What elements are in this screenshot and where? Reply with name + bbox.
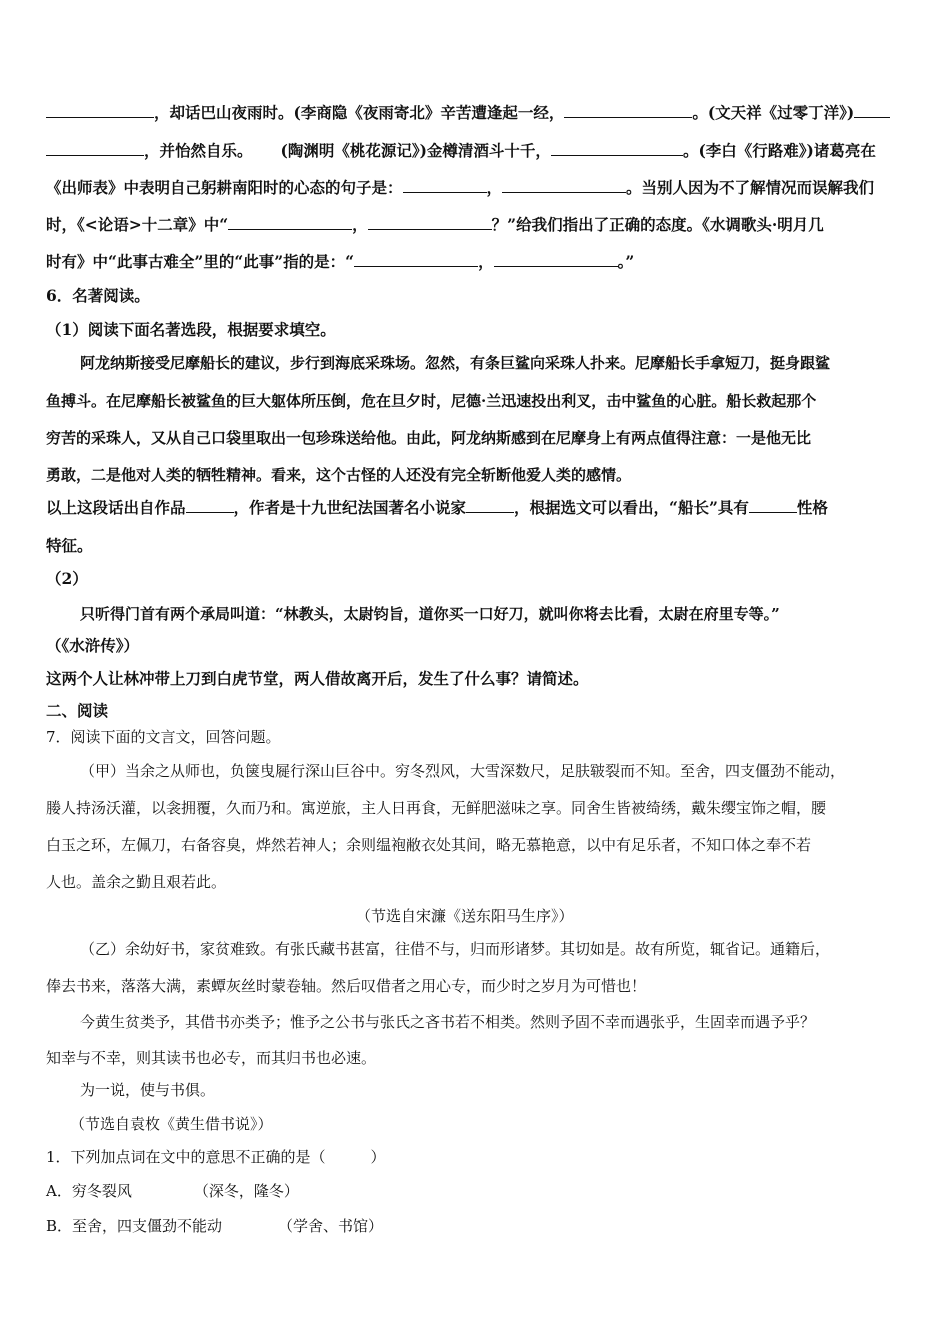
q6-passage2: 只听得门首有两个承局叫道：“林教头，太尉钧旨，道你买一口好刀，就叫你将去比看，太尉在府里专等。” bbox=[80, 605, 780, 623]
fill-line-5 bbox=[46, 251, 906, 273]
ask-text: 性格 bbox=[796, 498, 828, 517]
fill-text: ，却话巴山夜雨时。(李商隐《夜雨寄北》辛苦遭逢起一经， bbox=[154, 103, 565, 122]
ask-text: ，根据选文可以看出，“船长”具有 bbox=[514, 498, 749, 517]
q6-source2: （《水浒传》） bbox=[46, 636, 140, 655]
q6-title: 6．名著阅读。 bbox=[46, 286, 150, 305]
yi-source: （节选自袁枚《黄生借书说》） bbox=[70, 1115, 273, 1133]
fill-text: 时有》中“此事古难全”里的“此事”指的是：“ bbox=[46, 252, 355, 271]
yi-line: 为一说，使与书俱。 bbox=[80, 1081, 216, 1099]
fill-text: ， bbox=[486, 178, 503, 197]
blank bbox=[368, 214, 492, 230]
option-note: （学舍、书馆） bbox=[278, 1217, 384, 1235]
q6-ask2: 这两个人让林冲带上刀到白虎节堂，两人借故离开后，发生了什么事？请简述。 bbox=[46, 669, 589, 688]
fill-text: ， bbox=[478, 252, 494, 271]
fill-text: 。” bbox=[617, 252, 635, 271]
q6-sub1: （1）阅读下面名著选段，根据要求填空。 bbox=[46, 320, 336, 339]
section-title: 二、阅读 bbox=[46, 701, 109, 720]
yi-line: 知幸与不幸，则其读书也必专，而其归书也必速。 bbox=[46, 1049, 377, 1067]
fill-text: 。(文天祥《过零丁洋》) bbox=[692, 103, 855, 122]
q6-ask1-end: 特征。 bbox=[46, 536, 93, 555]
q6-passage-line: 鱼搏斗。在尼摩船长被鲨鱼的巨大躯体所压倒，危在旦夕时，尼德·兰迅速投出利叉，击中鲨鱼的心脏。船长救起那个 bbox=[46, 392, 817, 410]
fill-text: (陶渊明《桃花源记》)金樽清酒斗十千， bbox=[280, 141, 551, 160]
blank bbox=[228, 214, 352, 230]
blank bbox=[46, 140, 144, 156]
option-a bbox=[46, 1180, 906, 1202]
jia-line: 人也。盖余之勤且艰若此。 bbox=[46, 873, 227, 891]
q6-passage-line: 穷苦的采珠人，又从自己口袋里取出一包珍珠送给他。由此，阿龙纳斯感到在尼摩身上有两点值得注意：一是他无比 bbox=[46, 429, 812, 447]
fill-text: 时，《<论语>十二章》中“ bbox=[46, 215, 229, 234]
jia-source: （节选自宋濂《送东阳马生序》） bbox=[356, 907, 574, 925]
fill-text: ， bbox=[352, 215, 368, 234]
jia-line: 媵人持汤沃灌，以衾拥覆，久而乃和。寓逆旅，主人日再食，无鲜肥滋味之享。同舍生皆被绮绣，戴朱缨宝饰之帽，腰 bbox=[46, 799, 827, 817]
sub-question: 1．下列加点词在文中的意思不正确的是（ ） bbox=[46, 1148, 386, 1166]
blank bbox=[494, 251, 618, 267]
q6-passage-line: 勇敢，二是他对人类的牺牲精神。看来，这个古怪的人还没有完全斩断他爱人类的感情。 bbox=[46, 466, 632, 484]
option-label: B．至舍，四支僵劲不能动 bbox=[46, 1217, 223, 1235]
fill-line-4 bbox=[46, 214, 906, 236]
q6-sub2: （2） bbox=[46, 569, 88, 588]
fill-text: 。当别人因为不了解情况而误解我们 bbox=[626, 178, 875, 197]
jia-line: （甲）当余之从师也，负箧曳屣行深山巨谷中。穷冬烈风，大雪深数尺，足肤皲裂而不知。至舍，四支僵劲不能动， bbox=[80, 762, 846, 780]
option-b bbox=[46, 1215, 906, 1237]
fill-text: ，并怡然自乐。 bbox=[144, 141, 253, 160]
fill-text: ？”给我们指出了正确的态度。《水调歌头·明月几 bbox=[491, 215, 824, 234]
ask-text: 以上这段话出自作品 bbox=[46, 498, 186, 517]
blank bbox=[466, 497, 514, 513]
blank bbox=[354, 251, 478, 267]
blank bbox=[186, 497, 234, 513]
fill-line-1 bbox=[46, 102, 906, 124]
q6-ask1 bbox=[46, 497, 906, 519]
yi-line: 俸去书来，落落大满，素蟫灰丝时蒙卷轴。然后叹借者之用心专，而少时之岁月为可惜也！ bbox=[46, 977, 647, 995]
q7-title: 7．阅读下面的文言文，回答问题。 bbox=[46, 728, 281, 746]
option-label: A．穷冬裂风 bbox=[46, 1182, 132, 1200]
blank bbox=[854, 102, 890, 118]
fill-line-2 bbox=[46, 140, 906, 162]
fill-line-3 bbox=[46, 177, 906, 199]
blank bbox=[403, 177, 487, 193]
fill-text: 《出师表》中表明自己躬耕南阳时的心态的句子是： bbox=[46, 178, 403, 197]
yi-line: （乙）余幼好书，家贫难致。有张氏藏书甚富，往借不与，归而形诸梦。其切如是。故有所览，辄省记。通籍后， bbox=[80, 940, 831, 958]
ask-text: ，作者是十九世纪法国著名小说家 bbox=[233, 498, 467, 517]
yi-line: 今黄生贫类予，其借书亦类予；惟予之公书与张氏之吝书若不相类。然则予固不幸而遇张乎，生固幸而遇予乎？ bbox=[80, 1013, 816, 1031]
blank bbox=[749, 497, 797, 513]
fill-text: 。(李白《行路难》)诸葛亮在 bbox=[682, 141, 876, 160]
blank bbox=[551, 140, 683, 156]
q6-passage-line: 阿龙纳斯接受尼摩船长的建议，步行到海底采珠场。忽然，有条巨鲨向采珠人扑来。尼摩船长手拿短刀，挺身跟鲨 bbox=[80, 354, 831, 372]
blank bbox=[46, 102, 154, 118]
jia-line: 白玉之环，左佩刀，右备容臭，烨然若神人；余则缊袍敝衣处其间，略无慕艳意，以中有足乐者，不知口体之奉不若 bbox=[46, 836, 812, 854]
blank bbox=[564, 102, 692, 118]
blank bbox=[502, 177, 626, 193]
option-note: （深冬，隆冬） bbox=[193, 1182, 299, 1200]
